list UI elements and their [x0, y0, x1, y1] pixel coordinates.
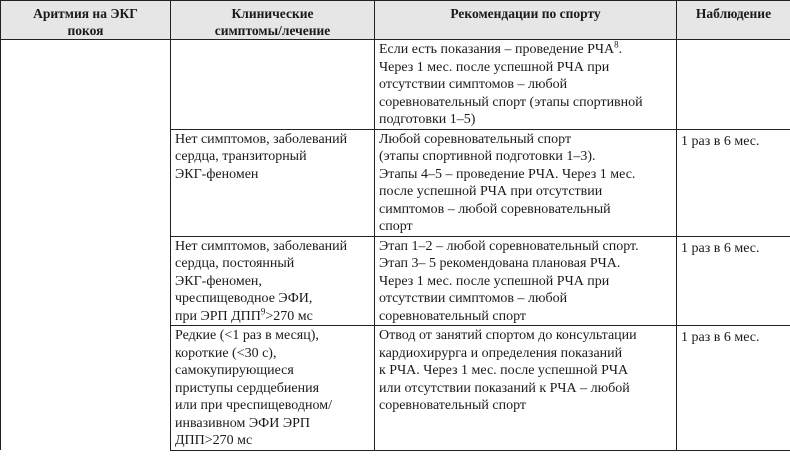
text-line: приступы сердцебиения: [175, 380, 320, 396]
text-line: Любой соревновательный спорт: [379, 131, 572, 147]
header-symptoms: [171, 1, 375, 40]
header-observation: Наблюдение: [677, 1, 790, 40]
table-row: [1, 40, 790, 130]
text-line: Через 1 мес. после успешной РЧА при: [379, 59, 610, 75]
text-line: короткие (<30 с),: [175, 345, 277, 361]
header-sport: Рекомендации по спорту: [375, 1, 677, 40]
text-line: соревновательный спорт (этапы спортивной: [379, 94, 643, 110]
text-line: спорт: [379, 219, 413, 234]
text-line: самокупирующиеся: [175, 363, 294, 378]
header-arrhythmia: [1, 1, 171, 40]
text-line: соревновательный спорт: [379, 308, 527, 324]
text-line: Этап 3– 5 рекомендована плановая РЧА.: [379, 256, 621, 271]
text-line: Нет симптомов, заболеваний: [175, 131, 348, 147]
text-line: к РЧА. Через 1 мес. после успешной РЧА: [379, 363, 629, 378]
text-line: подготовки 1–5): [379, 112, 476, 127]
header-arrhythmia-line: Аритмия на ЭКГ: [33, 6, 138, 21]
text-line: ЭКГ-феномен: [175, 166, 259, 182]
text-line: Отвод от занятий спортом до консультации: [379, 328, 637, 343]
text-line: сердца, транзиторный: [175, 149, 307, 164]
text-line: Этапы 4–5 – проведение РЧА. Через 1 мес.: [379, 166, 636, 182]
sport-cell: [375, 129, 677, 236]
text-line: инвазивном ЭФИ ЭРП: [175, 415, 310, 431]
text-line: симптомов – любой соревновательный: [379, 201, 611, 217]
text-line: чреспищеводное ЭФИ,: [175, 291, 313, 306]
symptoms-cell: [171, 236, 375, 326]
header-symptoms-line: симптомы/лечение: [214, 23, 331, 38]
text-line: отсутствии симптомов – любой: [379, 77, 568, 92]
symptoms-cell: [171, 129, 375, 236]
table-body: [1, 40, 790, 451]
text-line: кардиохирурга и определения показаний: [379, 345, 623, 361]
symptoms-cell: [171, 326, 375, 451]
text-line: сердца, постоянный: [175, 256, 295, 271]
text-line: соревновательный спорт: [379, 398, 527, 413]
text-line: при ЭРП $ДПП^9>270$ мс: [175, 305, 313, 324]
text-line: или при чреспищеводном/: [175, 398, 332, 413]
sport-cell: [375, 326, 677, 451]
sport-cell: [375, 40, 677, 130]
observation-cell: 1 раз в 6 мес.: [677, 326, 790, 451]
header-row: [1, 1, 790, 40]
text-line: Этап 1–2 – любой соревновательный спорт.: [379, 238, 639, 254]
text-line: Нет симптомов, заболеваний: [175, 238, 348, 254]
footnote-marker: 9: [260, 305, 266, 316]
text-line: (этапы спортивной подготовки 1–3).: [379, 149, 596, 164]
symptoms-cell: [171, 40, 375, 130]
sport-cell: [375, 236, 677, 326]
text-line: Редкие (<1 раз в месяц),: [175, 328, 319, 343]
arrhythmia-cell: [1, 40, 171, 451]
text-line: или отсутствии показаний к РЧА – любой: [379, 380, 630, 396]
observation-cell: 1 раз в 6 мес.: [677, 236, 790, 326]
text-line: после успешной РЧА при отсутствии: [379, 184, 603, 199]
footnote-marker: 8: [614, 39, 619, 50]
observation-cell: 1 раз в 6 мес.: [677, 129, 790, 236]
text-line: ЭКГ-феномен,: [175, 273, 262, 289]
header-symptoms-line: Клинические: [231, 6, 314, 21]
text-line: Через 1 мес. после успешной РЧА при: [379, 273, 610, 289]
observation-cell: [677, 40, 790, 130]
text-line: ДПП>270 мс: [175, 433, 253, 448]
header-arrhythmia-line: покоя: [67, 23, 104, 38]
text-line: Если есть показания – проведение РЧА$^8$.: [379, 39, 623, 57]
text-line: отсутствии симптомов – любой: [379, 291, 568, 306]
